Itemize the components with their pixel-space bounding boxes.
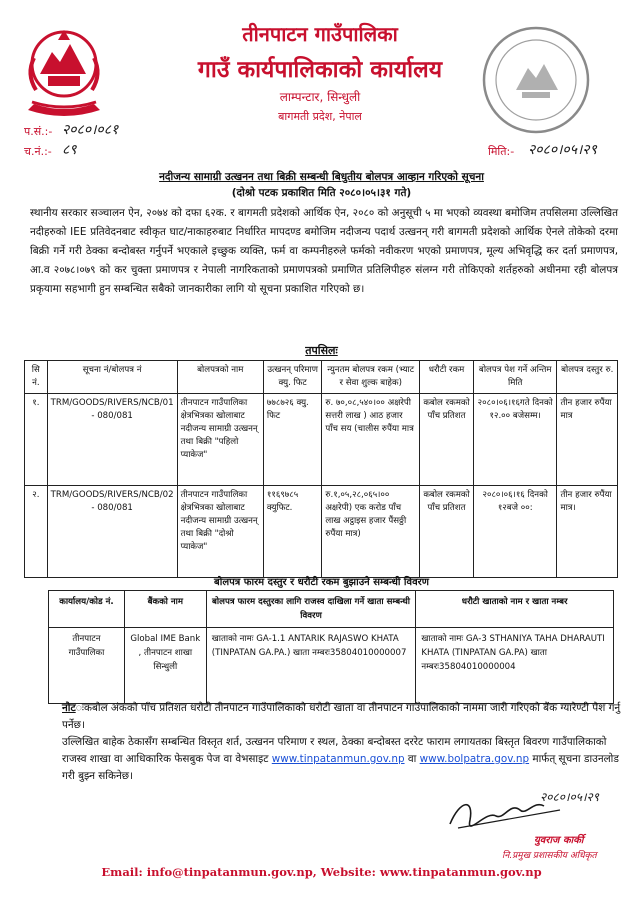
- table-cell: कबोल रकमको पाँच प्रतिशत: [420, 486, 474, 578]
- table-cell: ७७८७२६ क्यु. फिट: [263, 394, 321, 486]
- col-header: न्युनतम बोलपत्र रकम (भ्याट र सेवा शुल्क बाहेक): [322, 361, 420, 394]
- deposit-account-cell: खाताको नामः GA-3 STHANIYA TAHA DHARAUTI KHATA (TINPATAN GA.PA) खाता नम्बरः35804010000004: [416, 628, 614, 704]
- col-header: कार्यालय/कोड नं.: [49, 591, 125, 628]
- tinpatan-website-link[interactable]: www.tinpatanmun.gov.np: [271, 753, 405, 765]
- table-row: [25, 394, 618, 486]
- table-cell: २.: [25, 486, 48, 578]
- col-header: बोलपत्र दस्तुर रु.: [557, 361, 618, 394]
- note-tail: मार्फत् सूचना डाउनलोड गरी बुझ्न सकिनेछ।: [62, 753, 619, 782]
- col-header: धरौटी खाताको नाम र खाता नम्बर: [416, 591, 614, 628]
- col-header: सूचना नं/बोलपत्र नं: [47, 361, 177, 394]
- table-cell: तीन हजार रुपैंया मात्र: [557, 394, 618, 486]
- payment-table: [48, 590, 614, 704]
- note-text-2: उल्लिखित बाहेक ठेकासँग सम्बन्धित विस्तृत शर्त, उत्खनन परिमाण र स्थल, ठेक्का बन्दोबस्त दररेट फाराम लगायतका बिस्तृत बिवरण गाउँपालिकाको राजस्व शाखा वा आधिकारिक फेसबुक पेज वा वेभसाइट: [62, 736, 607, 765]
- note-or: वा: [407, 753, 417, 765]
- note-line2: [62, 734, 622, 785]
- table-cell: TRM/GOODS/RIVERS/NCB/02 - 080/081: [47, 486, 177, 578]
- cn-value: ८९: [62, 142, 77, 158]
- government-emblem: [18, 18, 110, 122]
- table-row: [49, 628, 614, 704]
- payment-table-header: [49, 591, 614, 628]
- table-cell: २०८०।०६।१६गते दिनको १२.०० बजेसम्म।: [474, 394, 557, 486]
- col-header: उत्खनन् परिमाण क्यु. फिट: [263, 361, 321, 394]
- col-header: धरौटी रकम: [420, 361, 474, 394]
- payment-section-title: बोलपत्र फारम दस्तुर र धरौटी रकम बुझाउने सम्बन्धी विवरण: [214, 577, 429, 588]
- col-header: बोलपत्र पेश गर्ने अन्तिम मिति: [474, 361, 557, 394]
- table-cell: रु. ७०,०८,५४०।०० अक्षरेपी सत्तरी लाख ) आठ हजार पाँच सय (चालीस रुपैंया मात्र: [322, 394, 420, 486]
- table-cell: १.: [25, 394, 48, 486]
- office-cell: तीनपाटन गाउँपालिका: [49, 628, 125, 704]
- office-seal: [480, 24, 592, 136]
- signatory-name: युवराज कार्की: [534, 835, 584, 846]
- table-cell: रु.१,०५,२८,०६५।०० अक्षरेपी) एक करोड पाँच लाख अट्ठाइस हजार पैंसठ्ठी रुपैंया मात्र): [322, 486, 420, 578]
- note-label: नोट: [62, 702, 76, 714]
- tender-table-header: [25, 361, 618, 394]
- notice-subtitle: (दोश्रो पटक प्रकाशित मिति २०८०।०५।३१ गते): [231, 187, 412, 199]
- footer-contact: Email: info@tinpatanmun.gov.np, Website: www.tinpatanmun.gov.np: [101, 865, 542, 879]
- notice-title: नदीजन्य सामाग्री उत्खनन तथा बिक्री सम्बन्धी बिधुतीय बोलपत्र आव्हान गरिएको सूचना: [159, 171, 484, 183]
- table-cell: २०८०।०६।१६ दिनको १२बजे ००:: [474, 486, 557, 578]
- note-text: ःकबोल अंकको पाँच प्रतिशत धरौटी तीनपाटन गाउँपालिकाको धरौटी खाता वा तीनपाटन गाउँपालिकाको नाममा जारी गरिएको बैंक ग्यारेण्टी पेश गर्नु पर्नेछ।: [62, 702, 621, 731]
- bolpatra-website-link[interactable]: www.bolpatra.gov.np: [419, 753, 530, 765]
- bank-cell: Global IME Bank , तीनपाटन शाखा सिन्धुली: [124, 628, 206, 704]
- date-value: २०८०।०५।२९: [528, 142, 597, 158]
- office-address: लाम्पन्टार, सिन्धुली: [279, 90, 361, 104]
- table-cell: तीन हजार रुपैंया मात्र।: [557, 486, 618, 578]
- col-header: बैंकको नाम: [124, 591, 206, 628]
- ps-label: प.सं.:-: [24, 125, 53, 138]
- revenue-account-cell: खाताको नामः GA-1.1 ANTARIK RAJASWO KHATA (TINPATAN GA.PA.) खाता नम्बरः35804010000007: [206, 628, 416, 704]
- province-country: बागमती प्रदेश, नेपाल: [278, 110, 362, 123]
- office-title: गाउँ कार्यपालिकाको कार्यालय: [197, 57, 443, 83]
- signatory-title: नि.प्रमुख प्रशासकीय अधिकृत: [502, 851, 597, 861]
- col-header: बोलपत्रको नाम: [177, 361, 263, 394]
- col-header: बोलपत्र फारम दस्तुरका लागि राजस्व दाखिला गर्ने खाता सम्बन्धी विवरण: [206, 591, 416, 628]
- details-heading: तपसिलः: [305, 344, 338, 357]
- table-row: [25, 486, 618, 578]
- table-cell: कबोल रकमको पाँच प्रतिशत: [420, 394, 474, 486]
- table-cell: तीनपाटन गाउँपालिका क्षेत्रभित्रका खोलाबाट नदीजन्य सामाग्री उत्खनन् तथा बिक्री "दोश्रो प्याकेज": [177, 486, 263, 578]
- date-label: मिति:-: [488, 145, 515, 158]
- table-cell: तीनपाटन गाउँपालिका क्षेत्रभित्रका खोलाबाट नदीजन्य सामाग्री उत्खनन् तथा बिक्री "पहिलो प्याकेज": [177, 394, 263, 486]
- municipality-name: तीनपाटन गाउँपालिका: [242, 22, 398, 46]
- table-cell: TRM/GOODS/RIVERS/NCB/01 - 080/081: [47, 394, 177, 486]
- notice-body: स्थानीय सरकार सञ्चालन ऐन, २०७४ को दफा ६२क. र बागमती प्रदेशको आर्थिक ऐन, २०८० को अनुसूची ५ मा भएको व्यवस्था बमोजिम तपसिलमा उल्लिखित नदीहरुको IEE प्रतिवेदनबाट स्वीकृत घाट/नाकाहरुबाट निर्धारित मापदण्ड बमोजिम नदीजन्य पदार्थ उत्खनन् गरी बागमती प्रदेशको आर्थिक ऐनले तोकेको दरमा बिक्री गर्ने गरी ठेक्का बन्दोबस्त गर्नुपर्ने भएकाले इच्छुक व्यक्ति, फर्म वा कम्पनीहरुले फर्मको नवीकरण भएको प्रमाणपत्र, मूल्य अभिवृद्धि कर दर्ता प्रमाणपत्र, आ.व २०७८।०७९ को कर चुक्ता प्रमाणपत्र र नेपाली नागरिकताको प्रमाणपत्रको प्रमाणित प्रतिलिपीहरु संलग्न गरी तोकिएको शर्तहरुको अधीनमा रही बोलपत्र प्रकृयामा सहभागी हुन सम्बन्धित सबैको जानकारीका लागि यो सूचना प्रकाशित गरिएको छ।: [30, 207, 618, 295]
- cn-label: च.नं.:-: [24, 145, 52, 158]
- table-cell: ११६९७८५ क्युफिट.: [263, 486, 321, 578]
- signature-date: २०८०।०५।२९: [540, 790, 600, 804]
- col-header: सि नं.: [25, 361, 48, 394]
- note-line1: [62, 700, 622, 734]
- ps-value: २०८०।०८१: [62, 122, 119, 138]
- tender-table: [24, 360, 618, 578]
- note-section: [62, 700, 622, 785]
